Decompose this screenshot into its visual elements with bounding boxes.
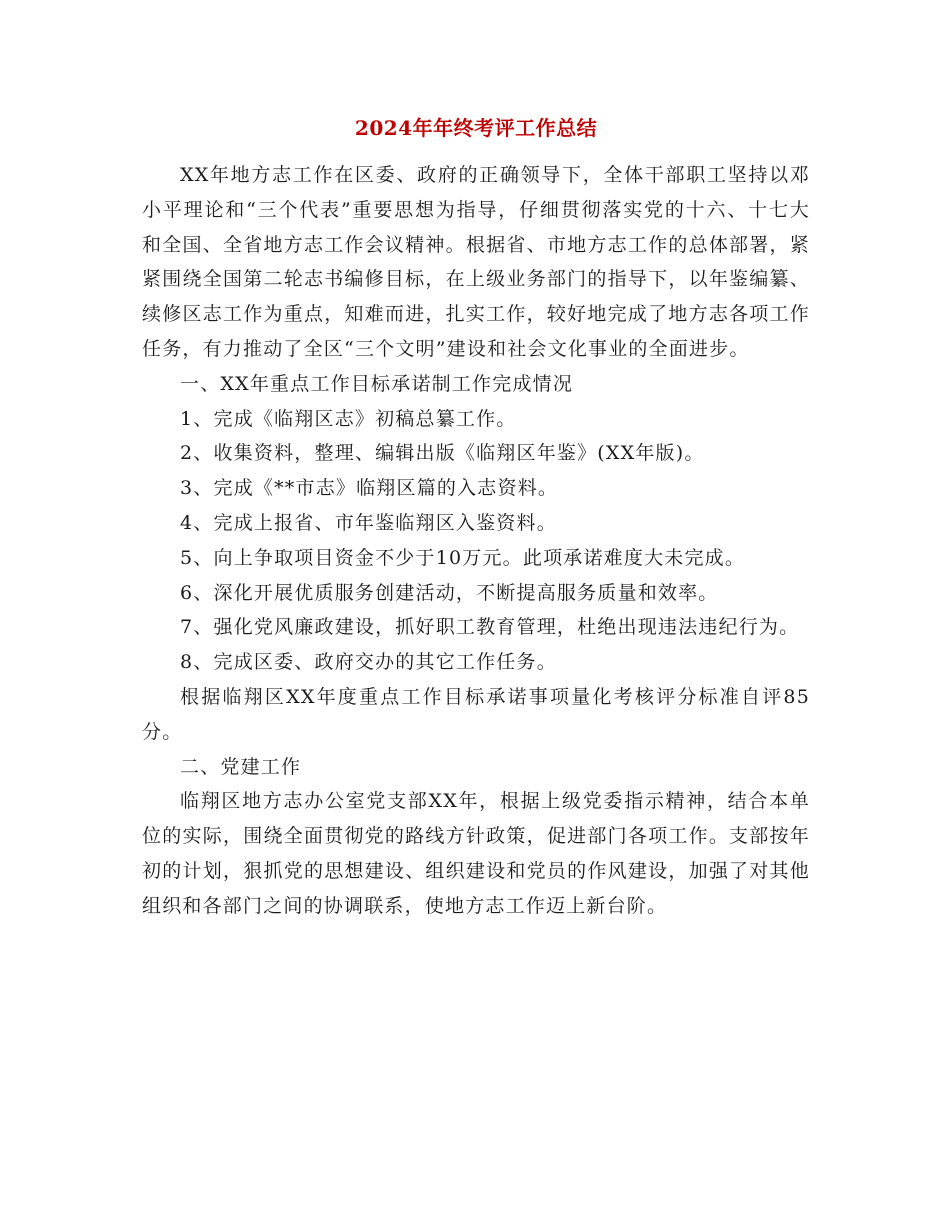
list-item: 6、深化开展优质服务创建活动，不断提高服务质量和效率。 (180, 581, 719, 604)
document-title: 2024年年终考评工作总结 (354, 116, 598, 140)
list-item: 5、向上争取项目资金不少于10万元。此项承诺难度大未完成。 (180, 546, 746, 569)
list-item: 7、强化党风廉政建设，抓好职工教育管理，杜绝出现违法违纪行为。 (180, 616, 800, 639)
list-item: 3、完成《**市志》临翔区篇的入志资料。 (180, 477, 559, 500)
list-item: 1、完成《临翔区志》初稿总纂工作。 (180, 407, 517, 430)
intro-paragraph: XX年地方志工作在区委、政府的正确领导下，全体干部职工坚持以邓小平理论和“三个代表”重要思想为指导，仔细贯彻落实党的十六、十七大和全国、全省地方志工作会议精神。根据省、市地方志工作的总体部署，紧紧围绕全国第二轮志书编修目标，在上级业务部门的指导下，以年鉴编纂、续修区志工作为重点，知难而进，扎实工作，较好地完成了地方志各项工作任务，有力推动了全区“三个文明”建设和社会文化事业的全面进步。 (142, 164, 810, 360)
section-heading-targets: 一、XX年重点工作目标承诺制工作完成情况 (180, 372, 574, 395)
list-item: 2、收集资料，整理、编辑出版《临翔区年鉴》(XX年版)。 (180, 442, 705, 465)
party-building-paragraph: 临翔区地方志办公室党支部XX年，根据上级党委指示精神，结合本单位的实际，围绕全面贯彻党的路线方针政策，促进部门各项工作。支部按年初的计划，狠抓党的思想建设、组织建设和党员的作风建设，加强了对其他组织和各部门之间的协调联系，使地方志工作迈上新台阶。 (142, 790, 810, 917)
list-item: 4、完成上报省、市年鉴临翔区入鉴资料。 (180, 511, 557, 534)
list-item: 8、完成区委、政府交办的其它工作任务。 (180, 651, 557, 674)
self-score-paragraph: 根据临翔区XX年度重点工作目标承诺事项量化考核评分标准自评85分。 (142, 685, 810, 743)
document-page (142, 108, 810, 924)
section-heading-party: 二、党建工作 (180, 755, 302, 778)
